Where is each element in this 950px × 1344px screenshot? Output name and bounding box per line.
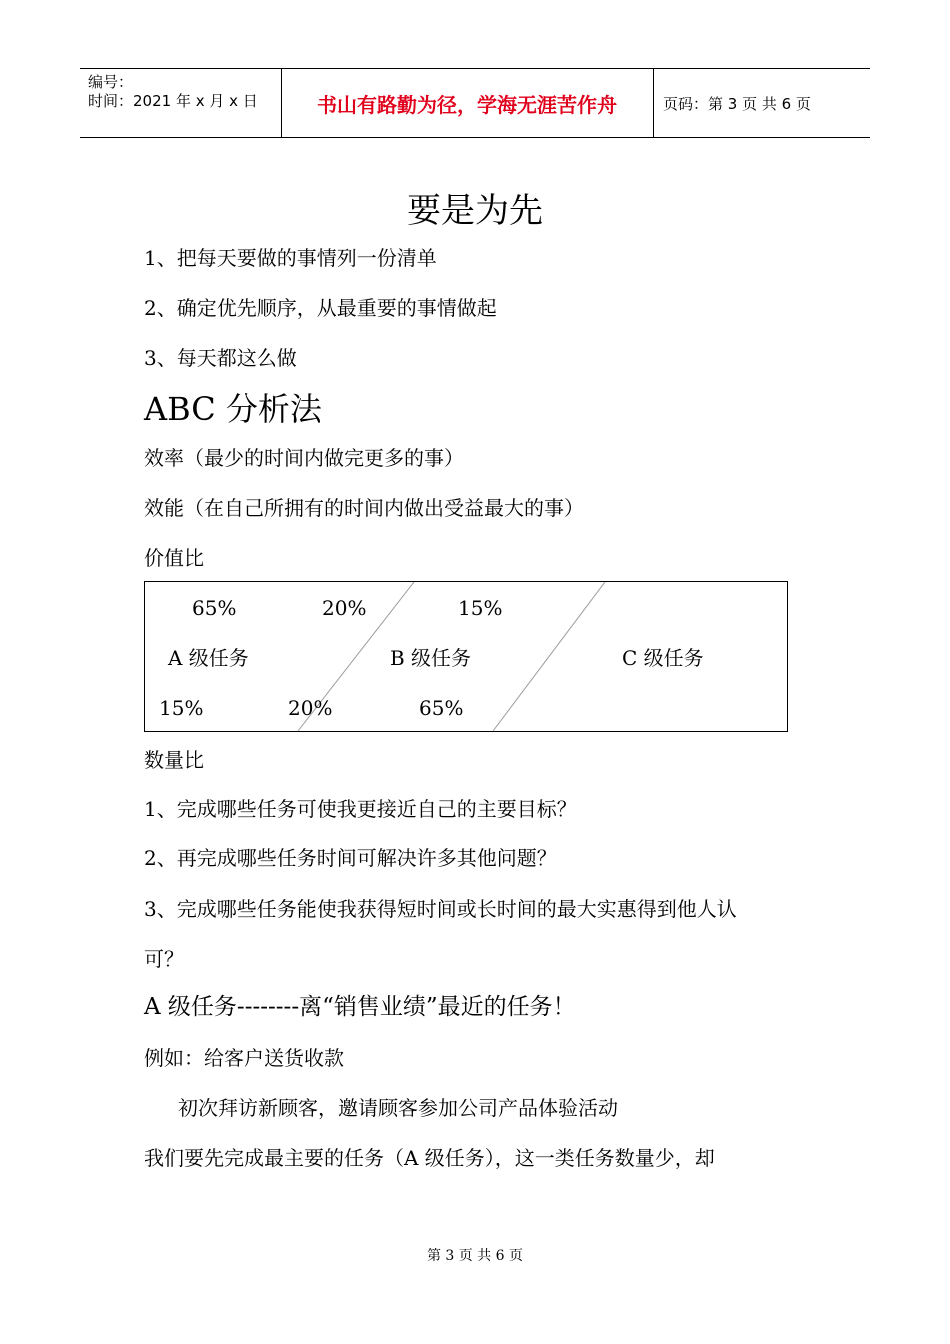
question-1: 1、完成哪些任务可使我更接近自己的主要目标？ — [144, 797, 577, 821]
level-a-label: A 级任务 — [168, 646, 249, 670]
level-b-label: B 级任务 — [390, 646, 472, 670]
value-ratio-label: 价值比 — [144, 546, 204, 570]
section-title-priority: 要是为先 — [407, 191, 543, 231]
quantity-pct-c: 65% — [419, 696, 464, 720]
priority-item-1: 1、把每天要做的事情列一份清单 — [144, 246, 437, 270]
value-pct-b: 20% — [322, 596, 367, 620]
priority-item-3: 3、每天都这么做 — [144, 346, 297, 370]
document-number-label: 编号： — [88, 73, 134, 91]
section-title-abc: ABC 分析法 — [144, 390, 322, 428]
effectiveness-definition: 效能（在自己所拥有的时间内做出受益最大的事） — [144, 496, 584, 520]
level-c-label: C 级任务 — [622, 646, 704, 670]
quantity-pct-b: 20% — [288, 696, 333, 720]
page-header — [80, 68, 870, 138]
value-pct-c: 15% — [458, 596, 503, 620]
quantity-pct-a: 15% — [159, 696, 204, 720]
header-info-cell — [80, 69, 282, 137]
quantity-ratio-label: 数量比 — [144, 748, 204, 772]
priority-item-2: 2、确定优先顺序，从最重要的事情做起 — [144, 296, 497, 320]
divider-line-bc — [493, 582, 605, 731]
efficiency-definition: 效率（最少的时间内做完更多的事） — [144, 446, 464, 470]
question-2: 2、再完成哪些任务时间可解决许多其他问题？ — [144, 846, 557, 870]
abc-ratio-box — [144, 581, 788, 732]
page-footer: 第 3 页 共 6 页 — [426, 1248, 524, 1264]
value-pct-a: 65% — [192, 596, 237, 620]
conclusion-line: 我们要先完成最主要的任务（A 级任务），这一类任务数量少，却 — [144, 1146, 715, 1170]
header-motto: 书山有路勤为径，学海无涯苦作舟 — [317, 93, 617, 117]
example-line-2: 初次拜访新顾客，邀请顾客参加公司产品体验活动 — [178, 1096, 618, 1120]
header-page-cell — [653, 69, 870, 137]
question-3-continued: 可？ — [144, 947, 184, 971]
example-line-1: 例如：给客户送货收款 — [144, 1046, 344, 1070]
header-motto-cell — [281, 69, 654, 137]
document-date-label: 时间：2021 年 x 月 x 日 — [88, 92, 258, 110]
header-page-label: 页码：第 3 页 共 6 页 — [663, 95, 811, 113]
a-level-heading: A 级任务--------离“销售业绩”最近的任务！ — [144, 994, 576, 1020]
question-3: 3、完成哪些任务能使我获得短时间或长时间的最大实惠得到他人认 — [144, 897, 737, 921]
